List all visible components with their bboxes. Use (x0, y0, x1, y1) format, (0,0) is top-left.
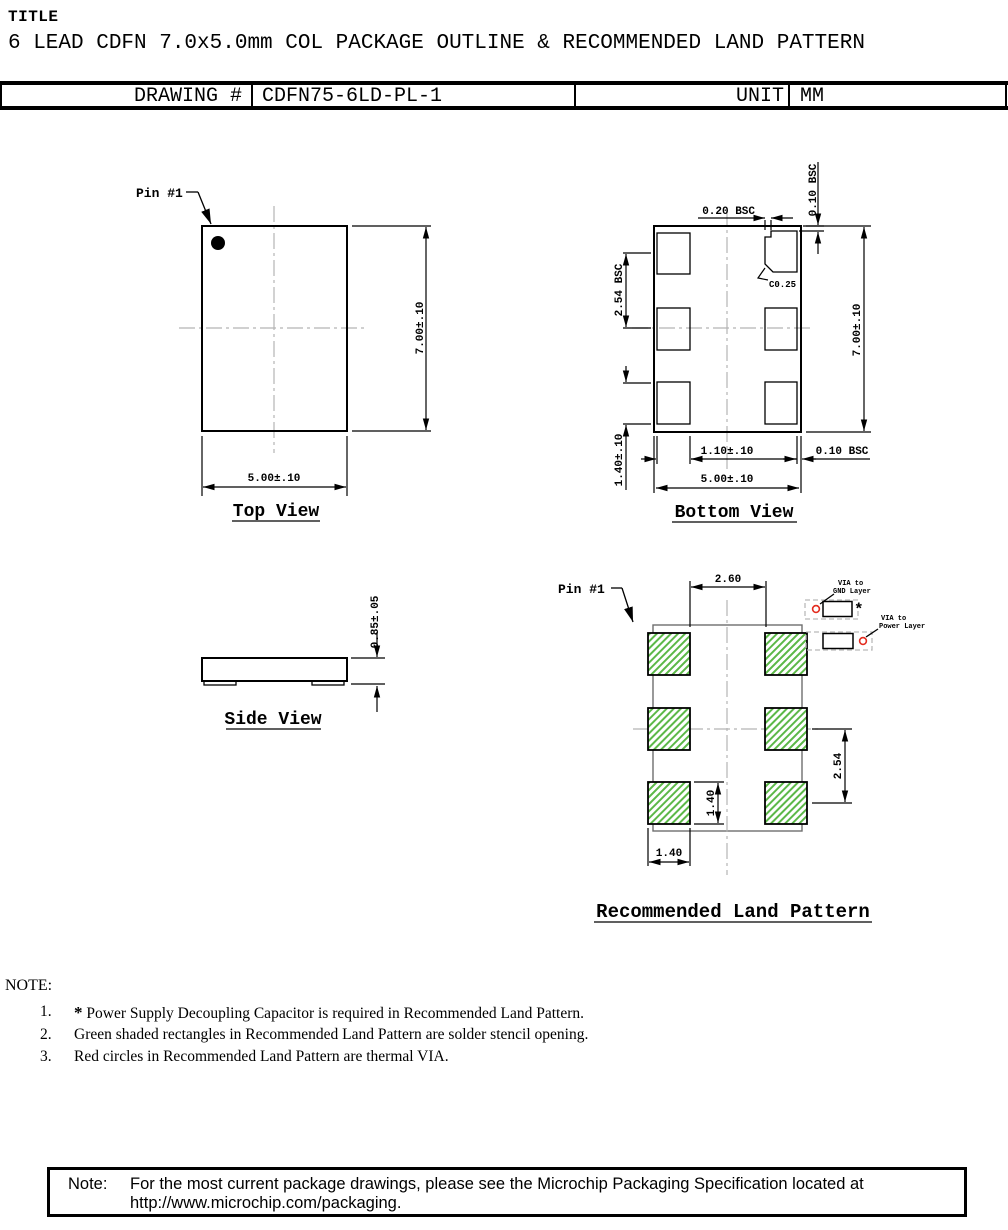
pad-foot-left (204, 681, 236, 685)
footer-note-line1: For the most current package drawings, please see the Microchip Packaging Specification located at (130, 1175, 864, 1193)
side-view (202, 595, 385, 730)
dim-inner-gap-label: 2.60 (714, 574, 742, 586)
side-view-title: Side View (224, 710, 322, 730)
footer-note-label: Note: (68, 1175, 108, 1193)
package-side-outline (202, 658, 347, 681)
via-gnd-label-line2: GND Layer (833, 588, 871, 596)
via-power-label-line2: Power Layer (879, 623, 926, 631)
thermal-via-power (860, 638, 867, 645)
note-number: 3. (40, 1048, 52, 1065)
dim-width-label: 5.00±.10 (247, 473, 301, 485)
via-power-leader (866, 629, 878, 637)
stencil-pad-6 (765, 633, 807, 675)
note-number: 2. (40, 1026, 52, 1043)
note-number: 1. (40, 1003, 52, 1020)
dim-height-label: 7.00±.10 (852, 303, 864, 357)
note-text: Red circles in Recommended Land Pattern are thermal VIA. (74, 1048, 449, 1065)
stencil-pad-3 (648, 782, 690, 824)
pad-3 (657, 382, 690, 424)
unit-value: MM (800, 85, 825, 108)
chamfer-label: C0.25 (769, 280, 797, 290)
drawing-number-value: CDFN75-6LD-PL-1 (262, 85, 443, 108)
dim-pad-width-label: 1.40 (655, 848, 683, 860)
pad-6-chamfered (765, 231, 797, 272)
capacitor-pad-power (823, 634, 853, 649)
note-text: Power Supply Decoupling Capacitor is required in Recommended Land Pattern. (82, 1005, 584, 1022)
stencil-pad-2 (648, 708, 690, 750)
pad-1 (657, 233, 690, 274)
via-power-label-line1: VIA to (881, 615, 907, 623)
dim-thickness-label: 0.85±.05 (370, 595, 382, 649)
land-pattern (558, 574, 925, 923)
table-border-right (1005, 85, 1007, 106)
dim-width-label: 5.00±.10 (700, 474, 754, 486)
table-divider (251, 85, 253, 106)
pad-2 (657, 308, 690, 350)
via-gnd-label-line1: VIA to (838, 580, 864, 588)
footer-note-line2: http://www.microchip.com/packaging. (130, 1194, 402, 1212)
bottom-view-title: Bottom View (674, 503, 794, 523)
stencil-pad-5 (765, 708, 807, 750)
asterisk-marker: * (854, 601, 864, 619)
land-pattern-title: Recommended Land Pattern (596, 901, 870, 923)
dim-side-gap-label: 0.10 BSC (815, 446, 869, 458)
capacitor-pad-gnd (823, 602, 852, 617)
notes-heading: NOTE: (5, 977, 53, 994)
stencil-pad-1 (648, 633, 690, 675)
footer-note-text (130, 1175, 950, 1213)
via-power-group (806, 615, 925, 650)
pin1-leader-arrow (622, 588, 633, 622)
pad-5 (765, 308, 797, 350)
drawing-canvas (0, 130, 1008, 930)
footer-note-box (47, 1167, 967, 1217)
table-divider (788, 85, 790, 106)
dim-row-pitch-label: 2.54 (833, 752, 845, 780)
pad-4 (765, 382, 797, 424)
asterisk-reference: * (74, 1003, 83, 1022)
stencil-pad-4 (765, 782, 807, 824)
pad-foot-right (312, 681, 344, 685)
dim-pad-width-label: 1.10±.10 (700, 446, 754, 458)
pin1-leader-arrow (198, 192, 211, 224)
dim-row-pitch-label: 2.54 BSC (614, 263, 626, 317)
dim-pad-step-label: 0.20 BSC (702, 206, 755, 218)
chamfer-leader (758, 268, 768, 280)
top-view-title: Top View (232, 502, 320, 522)
bottom-view (614, 162, 871, 523)
pin1-label: Pin #1 (136, 186, 183, 201)
thermal-via-gnd (813, 606, 820, 613)
title-label: TITLE (8, 8, 59, 26)
dim-height-label: 7.00±.10 (415, 301, 427, 355)
note-text: Green shaded rectangles in Recommended Land Pattern are solder stencil opening. (74, 1026, 589, 1043)
dim-pad-height-label: 1.40 (706, 789, 718, 817)
drawing-number-label: DRAWING # (133, 85, 242, 108)
via-gnd-group (805, 580, 871, 619)
dim-pad-length-label: 1.40±.10 (614, 433, 626, 487)
top-view (136, 186, 431, 522)
page-title: 6 LEAD CDFN 7.0x5.0mm COL PACKAGE OUTLINE & RECOMMENDED LAND PATTERN (8, 32, 865, 55)
unit-label: UNIT (735, 85, 784, 108)
dim-top-gap-label: 0.10 BSC (808, 163, 820, 217)
pin1-label: Pin #1 (558, 582, 605, 597)
spec-table (0, 81, 1008, 110)
pin1-dot (211, 236, 225, 250)
